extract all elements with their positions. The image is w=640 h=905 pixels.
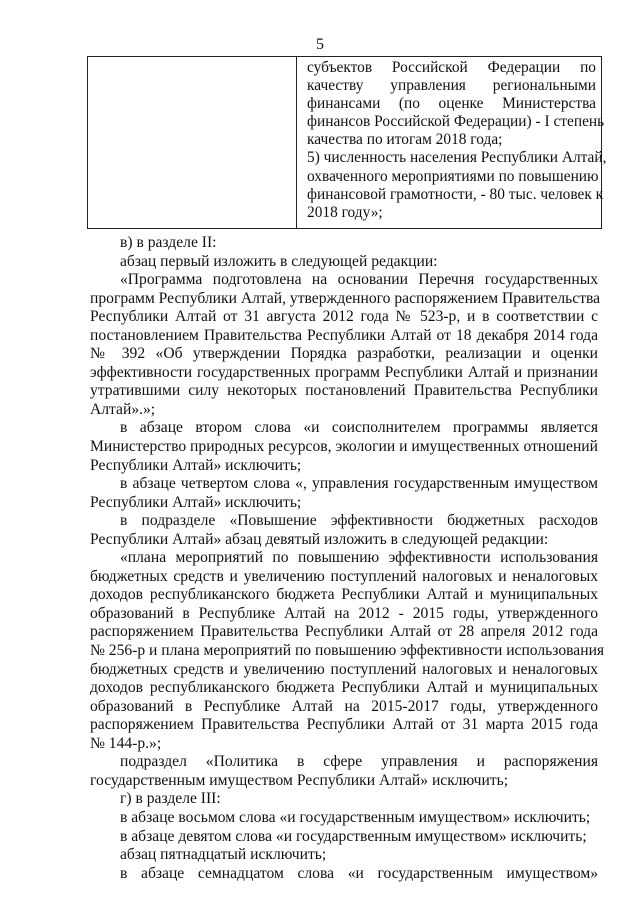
text-line: образований в Республике Алтай на 2015-2017 годы, утвержденного xyxy=(90,697,598,715)
text-line: программ Республики Алтай, утвержденного распоряжением Правительства xyxy=(90,289,601,307)
text-line: в подразделе «Повышение эффективности бюджетных расходов xyxy=(120,512,598,530)
table-cell-line: 5) численность населения Республики Алтай, xyxy=(307,149,607,167)
table-cell-line: 2018 году»; xyxy=(307,203,383,221)
text-line: государственным имуществом Республики Алтай» исключить; xyxy=(90,771,509,789)
table-cell-line: финансовой грамотности, - 80 тыс. человек к xyxy=(307,185,604,203)
text-line: в абзаце четвертом слова «, управления государственным имуществом xyxy=(120,475,598,493)
text-line: № 392 «Об утверждении Порядка разработки, реализации и оценки xyxy=(90,345,598,363)
text-line: Алтай».»; xyxy=(90,400,156,418)
text-line: распоряжением Правительства Республики Алтай от 28 апреля 2012 года xyxy=(90,623,598,641)
text-line: подраздел «Политика в сфере управления и распоряжения xyxy=(120,753,598,771)
text-line: образований в Республике Алтай на 2012 - 2015 годы, утвержденного xyxy=(90,604,598,622)
text-line: Республики Алтай от 31 августа 2012 года № 523-р, и в соответствии с xyxy=(90,308,598,326)
text-line: бюджетных средств и увеличению поступлений налоговых и неналоговых xyxy=(90,567,598,585)
text-line: № 256-р и плана мероприятий по повышению эффективности использования xyxy=(90,642,605,660)
text-line: Министерство природных ресурсов, экологии и имущественных отношений xyxy=(90,438,598,456)
text-line: «Программа подготовлена на основании Перечня государственных xyxy=(120,271,598,289)
table-cell-line: качества по итогам 2018 года; xyxy=(307,131,503,149)
table-cell-line: финансами (по оценке Министерства xyxy=(307,95,596,113)
table-row xyxy=(88,57,602,229)
text-line: утратившими силу некоторых постановлений Правительства Республики xyxy=(90,382,598,400)
text-line: в абзаце втором слова «и соисполнителем программы является xyxy=(120,419,598,437)
table-cell-line: охваченного мероприятиями по повышению xyxy=(307,167,599,185)
table-cell-line: субъектов Российской Федерации по xyxy=(307,59,596,76)
text-line: доходов республиканского бюджета Республики Алтай и муниципальных xyxy=(90,586,598,604)
text-line: в абзаце семнадцатом слова «и государственным имуществом» xyxy=(120,864,598,882)
table-cell-line: финансов Российской Федерации) - I степень xyxy=(307,113,605,131)
text-line: Республики Алтай» абзац девятый изложить в следующей редакции: xyxy=(90,530,549,548)
text-line: в) в разделе II: xyxy=(120,234,217,251)
text-line: распоряжением Правительства Республики Алтай от 31 марта 2015 года xyxy=(90,716,598,734)
continuation-table xyxy=(87,56,607,229)
text-line: «плана мероприятий по повышению эффективности использования xyxy=(120,549,598,567)
document-body xyxy=(90,234,605,883)
text-line: доходов республиканского бюджета Республики Алтай и муниципальных xyxy=(90,679,598,697)
text-line: № 144-р.»; xyxy=(90,734,162,752)
text-line: постановлением Правительства Республики Алтай от 18 декабря 2014 года xyxy=(90,326,598,344)
page-number: 5 xyxy=(316,36,324,53)
text-line: г) в разделе III: xyxy=(120,790,221,808)
text-line: абзац первый изложить в следующей редакции: xyxy=(120,252,438,270)
text-line: бюджетных средств и увеличению поступлений налоговых и неналоговых xyxy=(90,660,598,678)
text-line: абзац пятнадцатый исключить; xyxy=(120,846,327,864)
table-cell-line: качеству управления региональными xyxy=(307,77,596,95)
text-line: эффективности государственных программ Республики Алтай и признании xyxy=(90,363,598,381)
text-line: в абзаце восьмом слова «и государственным имуществом» исключить; xyxy=(120,808,591,826)
table-cell-indicators xyxy=(297,57,607,229)
table-cell-empty xyxy=(88,57,297,229)
text-line: Республики Алтай» исключить; xyxy=(90,493,302,511)
text-line: в абзаце девятом слова «и государственным имуществом» исключить; xyxy=(120,827,587,845)
text-line: Республики Алтай» исключить; xyxy=(90,456,302,474)
